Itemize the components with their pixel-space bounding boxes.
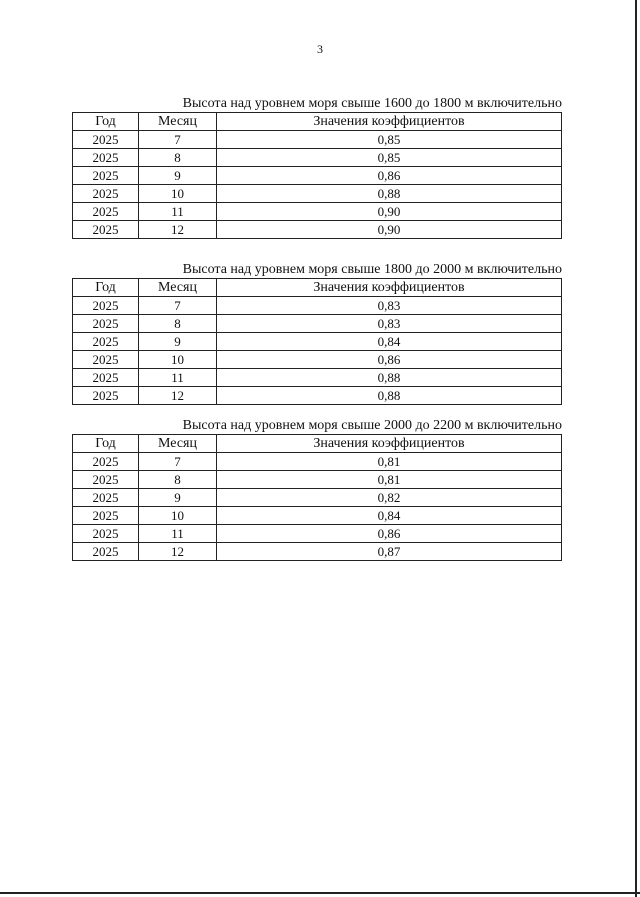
cell-year: 2025: [73, 167, 139, 185]
header-coefficient: Значения коэффициентов: [217, 279, 562, 297]
header-coefficient: Значения коэффициентов: [217, 113, 562, 131]
cell-coefficient: 0,84: [217, 333, 562, 351]
header-month: Месяц: [139, 279, 217, 297]
header-year: Год: [73, 435, 139, 453]
table-header-row: [73, 435, 562, 453]
header-year: Год: [73, 113, 139, 131]
cell-coefficient: 0,81: [217, 471, 562, 489]
cell-year: 2025: [73, 387, 139, 405]
cell-month: 8: [139, 149, 217, 167]
cell-coefficient: 0,86: [217, 351, 562, 369]
cell-month: 9: [139, 167, 217, 185]
table-row: [73, 221, 562, 239]
table-row: [73, 167, 562, 185]
cell-year: 2025: [73, 297, 139, 315]
cell-year: 2025: [73, 453, 139, 471]
table-row: [73, 351, 562, 369]
header-year: Год: [73, 279, 139, 297]
cell-year: 2025: [73, 471, 139, 489]
cell-coefficient: 0,81: [217, 453, 562, 471]
table-row: [73, 131, 562, 149]
cell-year: 2025: [73, 185, 139, 203]
cell-month: 7: [139, 297, 217, 315]
cell-coefficient: 0,85: [217, 149, 562, 167]
table-row: [73, 471, 562, 489]
cell-coefficient: 0,90: [217, 203, 562, 221]
cell-coefficient: 0,88: [217, 185, 562, 203]
cell-month: 9: [139, 489, 217, 507]
table-row: [73, 149, 562, 167]
header-month: Месяц: [139, 113, 217, 131]
cell-year: 2025: [73, 149, 139, 167]
cell-year: 2025: [73, 543, 139, 561]
cell-month: 11: [139, 525, 217, 543]
cell-year: 2025: [73, 507, 139, 525]
page-number: 3: [317, 42, 323, 56]
cell-year: 2025: [73, 333, 139, 351]
cell-year: 2025: [73, 525, 139, 543]
cell-coefficient: 0,87: [217, 543, 562, 561]
cell-coefficient: 0,83: [217, 315, 562, 333]
table-caption: Высота над уровнем моря свыше 1800 до 2000 м включительно: [182, 262, 562, 277]
table-header-row: [73, 113, 562, 131]
cell-month: 9: [139, 333, 217, 351]
table-row: [73, 333, 562, 351]
cell-coefficient: 0,85: [217, 131, 562, 149]
table-row: [73, 315, 562, 333]
cell-year: 2025: [73, 221, 139, 239]
table-row: [73, 387, 562, 405]
cell-month: 10: [139, 185, 217, 203]
coefficient-block-1: [72, 96, 562, 239]
cell-coefficient: 0,90: [217, 221, 562, 239]
coefficient-table: [72, 112, 562, 239]
cell-month: 10: [139, 351, 217, 369]
cell-month: 8: [139, 471, 217, 489]
cell-year: 2025: [73, 315, 139, 333]
table-caption: Высота над уровнем моря свыше 2000 до 2200 м включительно: [182, 418, 562, 433]
cell-coefficient: 0,83: [217, 297, 562, 315]
cell-month: 11: [139, 369, 217, 387]
coefficient-block-3: [72, 418, 562, 561]
cell-year: 2025: [73, 489, 139, 507]
cell-coefficient: 0,86: [217, 167, 562, 185]
cell-year: 2025: [73, 351, 139, 369]
scan-edge-right: [635, 0, 637, 897]
table-row: [73, 297, 562, 315]
coefficient-table: [72, 434, 562, 561]
cell-year: 2025: [73, 131, 139, 149]
cell-month: 12: [139, 387, 217, 405]
table-row: [73, 185, 562, 203]
table-caption: Высота над уровнем моря свыше 1600 до 1800 м включительно: [182, 96, 562, 111]
table-row: [73, 453, 562, 471]
table-row: [73, 369, 562, 387]
cell-month: 7: [139, 453, 217, 471]
cell-month: 10: [139, 507, 217, 525]
cell-coefficient: 0,88: [217, 369, 562, 387]
cell-year: 2025: [73, 369, 139, 387]
table-header-row: [73, 279, 562, 297]
header-coefficient: Значения коэффициентов: [217, 435, 562, 453]
coefficient-table: [72, 278, 562, 405]
cell-coefficient: 0,88: [217, 387, 562, 405]
cell-month: 12: [139, 543, 217, 561]
cell-coefficient: 0,86: [217, 525, 562, 543]
table-row: [73, 525, 562, 543]
coefficient-block-2: [72, 262, 562, 405]
cell-month: 7: [139, 131, 217, 149]
cell-coefficient: 0,84: [217, 507, 562, 525]
table-row: [73, 203, 562, 221]
table-row: [73, 507, 562, 525]
cell-coefficient: 0,82: [217, 489, 562, 507]
cell-year: 2025: [73, 203, 139, 221]
cell-month: 8: [139, 315, 217, 333]
scan-edge-bottom: [0, 892, 640, 894]
table-row: [73, 543, 562, 561]
cell-month: 12: [139, 221, 217, 239]
table-row: [73, 489, 562, 507]
cell-month: 11: [139, 203, 217, 221]
header-month: Месяц: [139, 435, 217, 453]
